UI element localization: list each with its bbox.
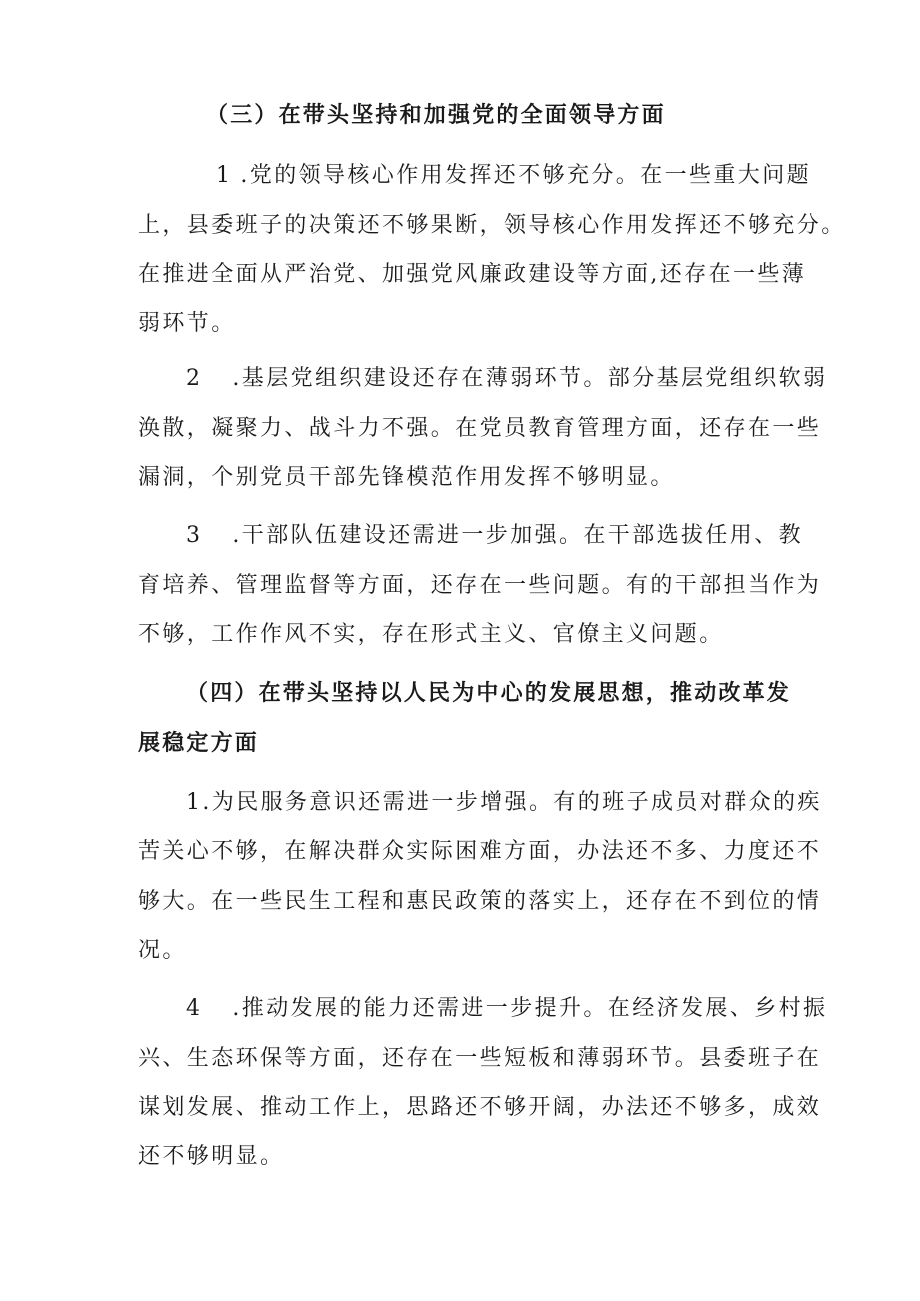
paragraph-line: 苦关心不够，在解决群众实际困难方面，办法还不多、力度还不 <box>138 839 822 864</box>
paragraph-line: 兴、生态环保等方面，还存在一些短板和薄弱环节。县委班子在 <box>138 1046 822 1071</box>
paragraph-line: 漏洞，个别党员干部先锋模范作用发挥不够明显。 <box>138 465 675 490</box>
paragraph-text: .党的领导核心作用发挥还不够充分。在一些重大问题 <box>240 163 812 188</box>
paragraph-line: 涣散，凝聚力、战斗力不强。在党员教育管理方面，还存在一些 <box>138 416 822 441</box>
paragraph-line: 不够，工作作风不实，存在形式主义、官僚主义问题。 <box>138 622 724 647</box>
paragraph-line: 够大。在一些民生工程和惠民政策的落实上，还存在不到位的情 <box>138 889 822 914</box>
paragraph-line: 况。 <box>138 938 187 963</box>
paragraph-line: 上，县委班子的决策还不够果断，领导核心作用发挥还不够充分。 <box>138 213 846 238</box>
item-number: 4 <box>186 996 203 1021</box>
paragraph-line <box>186 993 827 1025</box>
section-heading-4: （四）在带头坚持以人民为中心的发展思想，推动改革发 <box>186 681 792 706</box>
paragraph-text: .干部队伍建设还需进一步加强。在干部选拔任用、教 <box>232 523 804 548</box>
item-number: 3 <box>186 523 203 548</box>
section-heading-4-continued: 展稳定方面 <box>138 731 260 756</box>
paragraph-line: 1.为民服务意识还需进一步增强。有的班子成员对群众的疾 <box>186 790 822 815</box>
paragraph-line <box>216 160 811 192</box>
paragraph-line: 育培养、管理监督等方面，还存在一些问题。有的干部担当作为 <box>138 573 822 598</box>
paragraph-line <box>186 363 827 395</box>
paragraph-line: 谋划发展、推动工作上，思路还不够开阔，办法还不够多，成效 <box>138 1095 822 1120</box>
paragraph-line: 弱环节。 <box>138 311 236 336</box>
section-heading-3: （三）在带头坚持和加强党的全面领导方面 <box>206 103 666 128</box>
item-number: 1 <box>216 163 233 188</box>
paragraph-text: .基层党组织建设还存在薄弱环节。部分基层党组织软弱 <box>232 366 828 391</box>
paragraph-text: .推动发展的能力还需进一步提升。在经济发展、乡村振 <box>232 996 828 1021</box>
paragraph-line: 还不够明显。 <box>138 1144 285 1169</box>
item-number: 2 <box>186 366 203 391</box>
paragraph-line <box>186 520 803 552</box>
paragraph-line: 在推进全面从严治党、加强党风廉政建设等方面,还存在一些薄 <box>138 262 807 287</box>
